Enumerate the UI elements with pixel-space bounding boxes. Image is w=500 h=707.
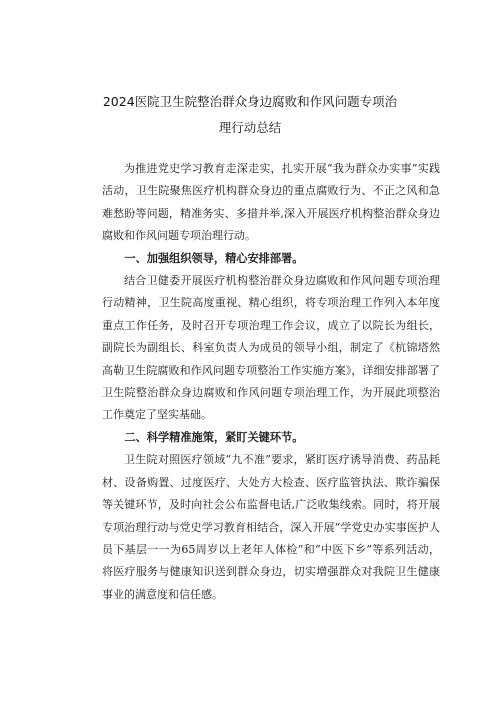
section1-paragraph: 结合卫健委开展医疗机构整治群众身边腐败和作风问题专项治理行动精神，卫生院高度重视、精心组织，将专项治理工作列入本年度重点工作任务，及时召开专项治理工作会议，成立了以院长为组长，副院长为副组长、科室负责人为成员的领导小组，制定了《杭锦塔然高勒卫生院腐败和作风问题专项整治工作实施方案》，详细安排部署了卫生院整治群众身边腐败和作风问题专项治理工作，为开展此项整治工作奠定了坚实基础。 xyxy=(102,274,440,422)
document-title-line1: 2024医院卫生院整治群众身边腐败和作风问题专项治 xyxy=(102,94,398,109)
section2-heading: 二、科学精准施策，紧盯关键环节。 xyxy=(124,430,304,444)
document-title-line2: 理行动总结 xyxy=(218,120,282,135)
section1-heading: 一、加强组织领导，精心安排部署。 xyxy=(124,251,304,265)
section2-paragraph: 卫生院对照医疗领域“九不准”要求，紧盯医疗诱导消费、药品耗材、设备购置、过度医疗、大处方大检查、医疗监管执法、欺诈骗保等关键环节，及时向社会公布监督电话,广泛收集线索。同时，将开展专项治理行动与党史学习教育相结合，深入开展“学党史办实事医护人员下基层一一为65周岁以上老年人体检”和“中医下乡”等系列活动，将医疗服务与健康知识送到群众身边，切实增强群众对我院卫生健康事业的满意度和信任感。 xyxy=(102,453,440,601)
intro-paragraph: 为推进党史学习教育走深走实，扎实开展“我为群众办实事”实践活动，卫生院聚焦医疗机构群众身边的重点腐败行为、不正之风和急难愁盼等问题，精准务实、多措并举,深入开展医疗机构整治群众身边腐败和作风问题专项治理行动。 xyxy=(102,162,440,243)
document-body xyxy=(102,158,440,606)
